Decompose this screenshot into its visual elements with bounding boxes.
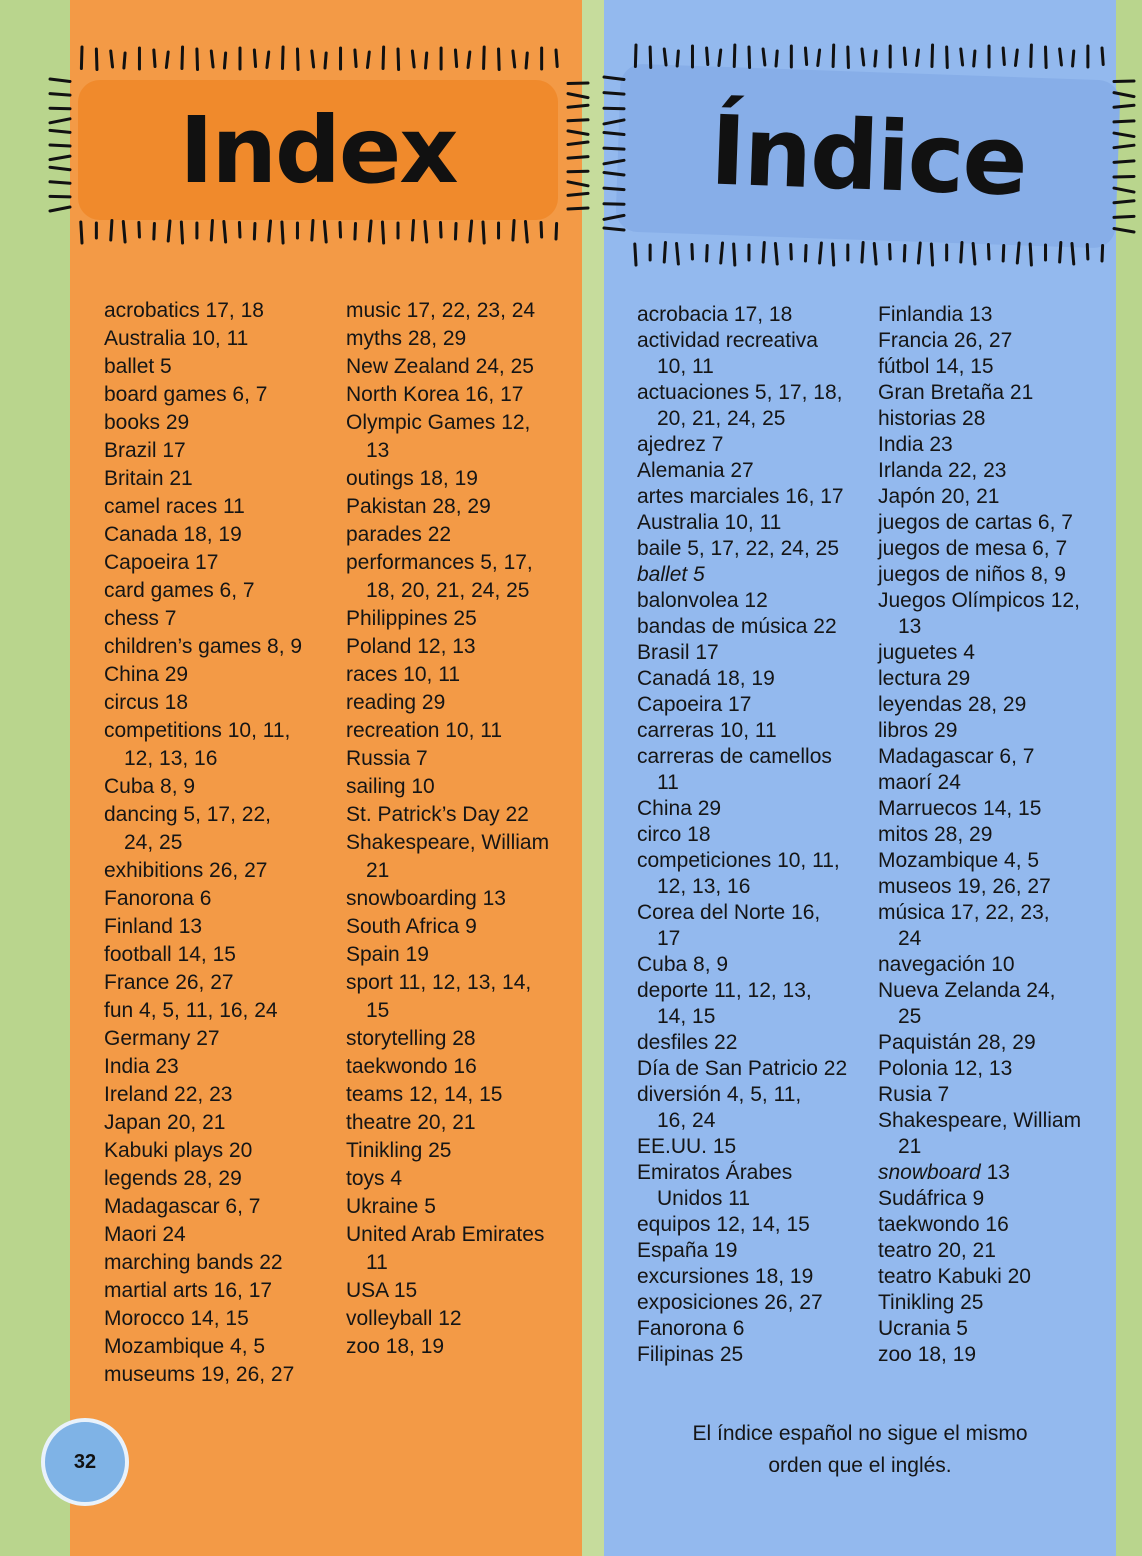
index-entry: zoo 18, 19: [878, 1343, 977, 1366]
index-entry: reading 29: [346, 691, 446, 714]
index-entry: libros 29: [878, 719, 958, 742]
note-line-1: El índice español no sigue el mismo: [692, 1422, 1028, 1445]
index-entry-continuation: 16, 24: [657, 1109, 716, 1132]
index-entry: Brazil 17: [104, 439, 186, 462]
index-entry: St. Patrick’s Day 22: [346, 803, 529, 826]
index-entry-continuation: 25: [898, 1005, 922, 1028]
index-entry: USA 15: [346, 1279, 418, 1302]
index-entry-continuation: 15: [366, 999, 390, 1022]
index-entry: circus 18: [104, 691, 189, 714]
index-entry: books 29: [104, 411, 190, 434]
index-entry: volleyball 12: [346, 1307, 462, 1330]
index-entry: Mozambique 4, 5: [878, 849, 1040, 872]
index-entry: chess 7: [104, 607, 177, 630]
index-entry: juegos de niños 8, 9: [878, 563, 1066, 586]
index-entry: ajedrez 7: [637, 433, 724, 456]
index-entry: Cuba 8, 9: [637, 953, 729, 976]
index-entry: museos 19, 26, 27: [878, 875, 1051, 898]
index-entry: France 26, 27: [104, 971, 234, 994]
index-entry: Japan 20, 21: [104, 1111, 226, 1134]
index-entry: Brasil 17: [637, 641, 719, 664]
index-entry: Finland 13: [104, 915, 203, 938]
index-entry: races 10, 11: [346, 663, 461, 686]
index-entry: Maori 24: [104, 1223, 186, 1246]
index-entry: historias 28: [878, 407, 986, 430]
index-entry: Australia 10, 11: [104, 327, 249, 350]
index-entry: Finlandia 13: [878, 303, 993, 326]
index-entry: Marruecos 14, 15: [878, 797, 1042, 820]
index-entry: recreation 10, 11: [346, 719, 503, 742]
index-entry: Canada 18, 19: [104, 523, 242, 546]
index-entry-continuation: 12, 13, 16: [657, 875, 751, 898]
index-entry: mitos 28, 29: [878, 823, 993, 846]
index-entry: equipos 12, 14, 15: [637, 1213, 810, 1236]
index-entry-continuation: 10, 11: [657, 355, 714, 378]
index-entry: teatro 20, 21: [878, 1239, 996, 1262]
index-entry: performances 5, 17,: [346, 551, 533, 574]
index-entry: Francia 26, 27: [878, 329, 1013, 352]
index-entry: bandas de música 22: [637, 615, 837, 638]
index-entry: marching bands 22: [104, 1251, 283, 1274]
index-entry: North Korea 16, 17: [346, 383, 524, 406]
index-entry: Ucrania 5: [878, 1317, 968, 1340]
spanish-index-column-2: [878, 302, 1081, 1368]
index-entry: children’s games 8, 9: [104, 635, 303, 658]
index-entry: Nueva Zelanda 24,: [878, 979, 1056, 1002]
index-entry: Sudáfrica 9: [878, 1187, 985, 1210]
index-entry: fútbol 14, 15: [878, 355, 994, 378]
index-entry-continuation: 24, 25: [124, 831, 183, 854]
center-divider-stripe: [582, 0, 604, 1556]
index-entry: New Zealand 24, 25: [346, 355, 534, 378]
index-entry: Ireland 22, 23: [104, 1083, 233, 1106]
index-entry: Capoeira 17: [104, 551, 219, 574]
index-entry: EE.UU. 15: [637, 1135, 737, 1158]
index-entry: Capoeira 17: [637, 693, 752, 716]
index-entry: South Africa 9: [346, 915, 477, 938]
index-entry: China 29: [637, 797, 722, 820]
index-entry: exposiciones 26, 27: [637, 1291, 823, 1314]
index-entry: Rusia 7: [878, 1083, 950, 1106]
index-entry: exhibitions 26, 27: [104, 859, 268, 882]
index-entry: actuaciones 5, 17, 18,: [637, 381, 843, 404]
index-entry: juguetes 4: [878, 641, 975, 664]
index-entry: Día de San Patricio 22: [637, 1057, 848, 1080]
index-entry: desfiles 22: [637, 1031, 738, 1054]
index-entry: United Arab Emirates: [346, 1223, 545, 1246]
index-entry-continuation: 18, 20, 21, 24, 25: [366, 579, 530, 602]
index-entry: Irlanda 22, 23: [878, 459, 1007, 482]
note-line-2: orden que el inglés.: [768, 1454, 952, 1477]
index-entry: fun 4, 5, 11, 16, 24: [104, 999, 278, 1022]
index-entry: legends 28, 29: [104, 1167, 242, 1190]
index-entry: juegos de cartas 6, 7: [878, 511, 1073, 534]
index-entry: leyendas 28, 29: [878, 693, 1027, 716]
index-entry: camel races 11: [104, 495, 245, 518]
index-entry: card games 6, 7: [104, 579, 255, 602]
index-entry: Corea del Norte 16,: [637, 901, 821, 924]
index-entry: taekwondo 16: [878, 1213, 1009, 1236]
page-number: 32: [73, 1450, 97, 1473]
index-entry: actividad recreativa: [637, 329, 818, 352]
index-entry: circo 18: [637, 823, 711, 846]
index-entry: Canadá 18, 19: [637, 667, 775, 690]
index-entry: zoo 18, 19: [346, 1335, 445, 1358]
index-entry: music 17, 22, 23, 24: [346, 299, 536, 322]
index-entry: Germany 27: [104, 1027, 220, 1050]
index-entry-continuation: 21: [898, 1135, 922, 1158]
index-entry: snowboarding 13: [346, 887, 506, 910]
index-entry: Pakistan 28, 29: [346, 495, 491, 518]
index-entry: India 23: [878, 433, 953, 456]
index-entry: Philippines 25: [346, 607, 477, 630]
index-entry: Gran Bretaña 21: [878, 381, 1034, 404]
index-entry: sport 11, 12, 13, 14,: [346, 971, 532, 994]
index-entry-continuation: 13: [898, 615, 922, 638]
index-entry: teams 12, 14, 15: [346, 1083, 503, 1106]
english-index-column-2: [346, 297, 549, 1361]
index-entry: juegos de mesa 6, 7: [878, 537, 1068, 560]
index-entry: Poland 12, 13: [346, 635, 476, 658]
index-entry: dancing 5, 17, 22,: [104, 803, 271, 826]
index-entry: acrobatics 17, 18: [104, 299, 264, 322]
index-entry-continuation: 13: [366, 439, 390, 462]
index-entry: sailing 10: [346, 775, 435, 798]
index-entry: Ukraine 5: [346, 1195, 436, 1218]
english-index-column-1: [104, 297, 302, 1389]
index-entry: baile 5, 17, 22, 24, 25: [637, 537, 839, 560]
index-entry: China 29: [104, 663, 189, 686]
index-entry: Fanorona 6: [104, 887, 212, 910]
index-entry: lectura 29: [878, 667, 971, 690]
index-entry: Russia 7: [346, 747, 428, 770]
english-title-box: [78, 80, 558, 220]
index-entry: navegación 10: [878, 953, 1015, 976]
index-entry-continuation: 14, 15: [657, 1005, 716, 1028]
index-entry: Spain 19: [346, 943, 429, 966]
index-entry: acrobacia 17, 18: [637, 303, 793, 326]
index-entry-continuation: 24: [898, 927, 922, 950]
right-margin-stripe: [1116, 0, 1142, 1556]
index-entry: maorí 24: [878, 771, 961, 794]
index-entry: excursiones 18, 19: [637, 1265, 814, 1288]
index-entry: storytelling 28: [346, 1027, 476, 1050]
index-entry-continuation: 17: [657, 927, 681, 950]
index-entry: Olympic Games 12,: [346, 411, 531, 434]
index-entry: Tinikling 25: [346, 1139, 452, 1162]
english-title: Index: [179, 96, 457, 204]
index-entry: competitions 10, 11,: [104, 719, 291, 742]
index-entry: Britain 21: [104, 467, 193, 490]
index-entry: Cuba 8, 9: [104, 775, 196, 798]
index-entry: balonvolea 12: [637, 589, 768, 612]
page-number-badge: [41, 1418, 129, 1506]
index-entry: snowboard 13: [878, 1161, 1010, 1184]
index-entry: carreras 10, 11: [637, 719, 777, 742]
index-entry: Australia 10, 11: [637, 511, 782, 534]
index-entry: Juegos Olímpicos 12,: [878, 589, 1080, 612]
index-entry: competiciones 10, 11,: [637, 849, 840, 872]
index-entry: teatro Kabuki 20: [878, 1265, 1031, 1288]
index-entry: football 14, 15: [104, 943, 236, 966]
index-entry: Emiratos Árabes: [637, 1161, 793, 1184]
index-entry: carreras de camellos: [637, 745, 832, 768]
index-entry-continuation: 11: [366, 1251, 388, 1274]
index-entry: board games 6, 7: [104, 383, 268, 406]
index-entry: diversión 4, 5, 11,: [637, 1083, 802, 1106]
index-entry-continuation: 21: [366, 859, 390, 882]
index-entry: Polonia 12, 13: [878, 1057, 1013, 1080]
index-entry-continuation: 12, 13, 16: [124, 747, 218, 770]
index-entry-continuation: 20, 21, 24, 25: [657, 407, 786, 430]
index-entry: Kabuki plays 20: [104, 1139, 253, 1162]
index-entry: theatre 20, 21: [346, 1111, 476, 1134]
spanish-title: Índice: [708, 94, 1028, 218]
index-entry: Morocco 14, 15: [104, 1307, 249, 1330]
index-entry: Madagascar 6, 7: [104, 1195, 261, 1218]
index-entry: Paquistán 28, 29: [878, 1031, 1036, 1054]
index-entry: ballet 5: [104, 355, 172, 378]
index-entry: ballet 5: [637, 563, 705, 586]
index-entry: Shakespeare, William: [878, 1109, 1082, 1132]
index-entry: música 17, 22, 23,: [878, 901, 1050, 924]
index-entry: artes marciales 16, 17: [637, 485, 844, 508]
index-entry: Filipinas 25: [637, 1343, 744, 1366]
spanish-index-column-1: [637, 302, 847, 1368]
index-entry: Fanorona 6: [637, 1317, 745, 1340]
spanish-title-box: [615, 63, 1121, 248]
index-entry: España 19: [637, 1239, 738, 1262]
index-entry: parades 22: [346, 523, 452, 546]
index-entry: martial arts 16, 17: [104, 1279, 273, 1302]
index-entry: Alemania 27: [637, 459, 754, 482]
index-entry-continuation: Unidos 11: [657, 1187, 751, 1210]
index-entry: taekwondo 16: [346, 1055, 477, 1078]
index-entry: museums 19, 26, 27: [104, 1363, 295, 1386]
index-entry: India 23: [104, 1055, 179, 1078]
index-entry: Japón 20, 21: [878, 485, 1000, 508]
index-entry: Mozambique 4, 5: [104, 1335, 266, 1358]
index-entry: Tinikling 25: [878, 1291, 984, 1314]
spanish-index-note: [650, 1418, 1070, 1482]
index-entry: toys 4: [346, 1167, 403, 1190]
index-entry: Madagascar 6, 7: [878, 745, 1035, 768]
index-entry: outings 18, 19: [346, 467, 478, 490]
index-entry: Shakespeare, William: [346, 831, 550, 854]
index-entry: myths 28, 29: [346, 327, 467, 350]
left-margin-stripe: [0, 0, 70, 1556]
index-entry: deporte 11, 12, 13,: [637, 979, 812, 1002]
index-entry-continuation: 11: [657, 771, 679, 794]
